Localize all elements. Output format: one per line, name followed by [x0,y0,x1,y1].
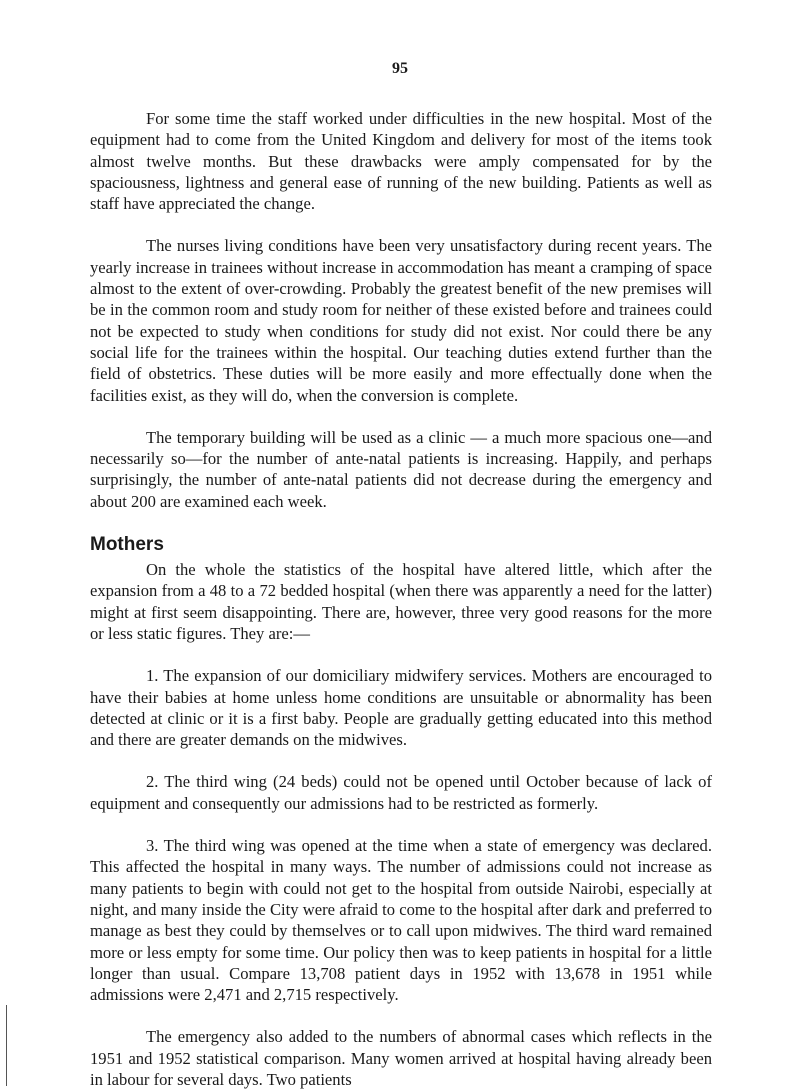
paragraph-nurses-living: The nurses living conditions have been very unsatisfactory during recent years. The yearly increase in trainees without increase in accommodation has meant a cramping of space almost to the extent of over-crowding. Probably the greatest benefit of the new premises will be in the common room and study room for neither of these existed before and trainees could not be expected to study when conditions for study did not exist. Nor could there be any social life for the trainees within the hospital. Our teaching duties extend further than the field of obstetrics. These duties will be more easily and more effectually done when the facilities exist, as they will do, when the conversion is complete. [90,236,712,405]
paragraph-reason-1: 1. The expansion of our domiciliary midwifery services. Mothers are encouraged to have their babies at home unless home conditions are unsuitable or abnormality has been detected at clinic or it is a first baby. People are gradually getting educated into this method and there are greater demands on the midwives. [90,666,712,750]
paragraph-equipment: For some time the staff worked under difficulties in the new hospital. Most of the equipment had to come from the United Kingdom and delivery for most of the items took almost twelve months. But these drawbacks were amply compensated for by the spaciousness, lightness and general ease of running of the new building. Patients as well as staff have appreciated the change. [90,109,712,214]
paragraph-reason-2: 2. The third wing (24 beds) could not be opened until October because of lack of equipment and consequently our admissions had to be restricted as formerly. [90,772,712,813]
section-heading-mothers: Mothers [90,534,164,556]
paragraph-reason-3: 3. The third wing was opened at the time when a state of emergency was declared. This affected the hospital in many ways. The number of admissions could not increase as many patients to begin with could not get to the hospital from outside Nairobi, especially at night, and many inside the City were afraid to come to the hospital after dark and preferred to manage as best they could by themselves or to call upon midwives. The third ward remained more or less empty for some time. Our policy then was to keep patients in hospital for a little longer than usual. Compare 13,708 patient days in 1952 with 13,678 in 1951 while admissions were 2,471 and 2,715 respectively. [90,836,712,1005]
page-body [90,108,712,1090]
page-number: 95 [392,60,408,77]
scan-edge-line [6,1005,7,1086]
paragraph-statistics: On the whole the statistics of the hospital have altered little, which after the expansion from a 48 to a 72 bedded hospital (when there was apparently a need for the latter) might at first seem disappointing. There are, however, three very good reasons for the more or less static figures. They are:— [90,560,712,643]
paragraph-temporary-building: The temporary building will be used as a clinic — a much more spacious one—and necessarily so—for the number of ante-natal patients is increasing. Happily, and perhaps surprisingly, the number of ante-natal patients did not decrease during the emergency and about 200 are examined each week. [90,427,712,511]
paragraph-emergency: The emergency also added to the numbers of abnormal cases which reflects in the 1951 and 1952 statistical comparison. Many women arrived at hospital having already been in labour for several days. Two patients [90,1027,712,1089]
